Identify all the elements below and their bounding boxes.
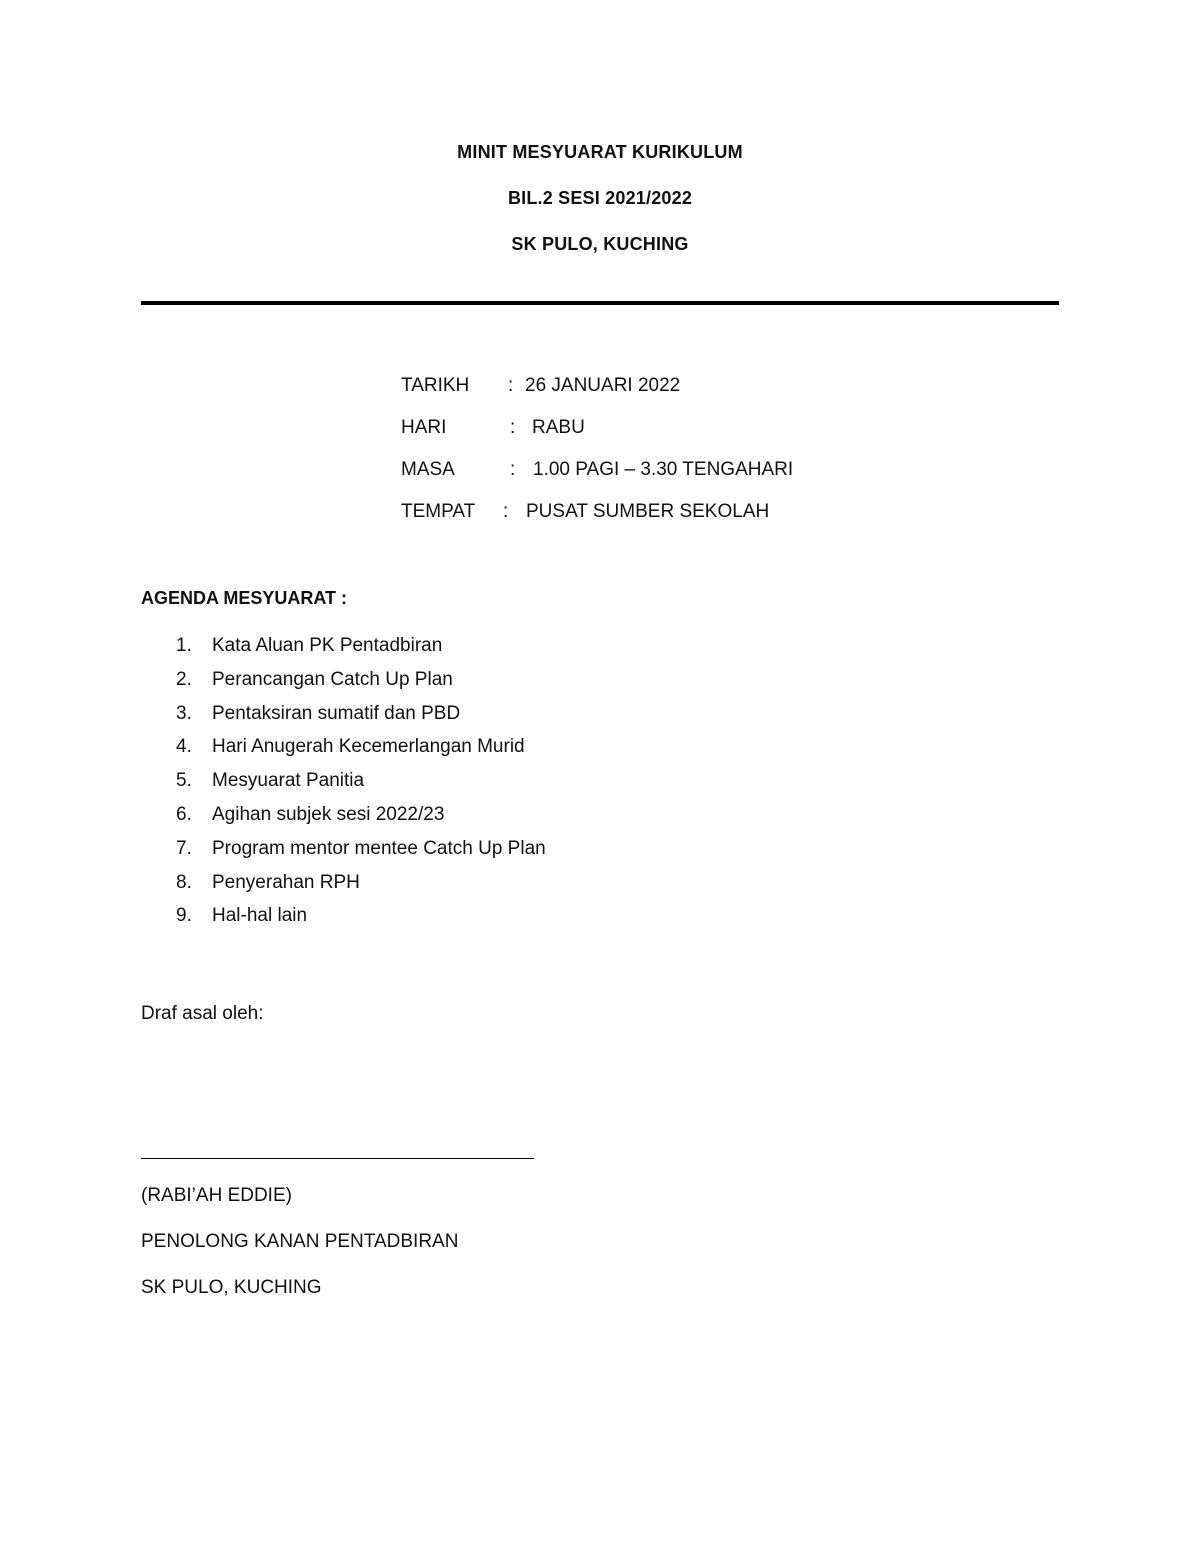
meeting-info-label: MASA [401,459,455,480]
agenda-heading: AGENDA MESYUARAT : [141,588,347,608]
meeting-info-value: RABU [532,417,585,438]
list-item-number: 2. [176,668,192,690]
draft-label: Draf asal oleh: [141,1003,264,1024]
list-item-text: Agihan subjek sesi 2022/23 [212,803,445,825]
list-item-number: 5. [176,770,192,792]
meeting-info-label: TARIKH [401,375,470,396]
meeting-info-label: HARI [401,417,447,438]
list-item-text: Hal-hal lain [212,905,308,927]
list-item-text: Program mentor mentee Catch Up Plan [212,837,546,859]
signatory-name: (RABI’AH EDDIE) [141,1185,292,1206]
list-item-number: 6. [176,803,192,825]
list-item-text: Pentaksiran sumatif dan PBD [212,702,461,724]
meeting-info-value: PUSAT SUMBER SEKOLAH [526,501,770,522]
list-item-number: 9. [176,905,192,927]
header-divider [141,301,1059,305]
meeting-info-value: 26 JANUARI 2022 [525,375,681,396]
meeting-info-label: TEMPAT [401,501,476,522]
list-item-text: Mesyuarat Panitia [212,770,365,792]
list-item-number: 4. [176,736,192,758]
school-line: SK PULO, KUCHING [511,234,689,254]
colon-separator: : [510,417,516,438]
list-item-text: Perancangan Catch Up Plan [212,668,453,690]
list-item-number: 3. [176,702,192,724]
list-item-text: Penyerahan RPH [212,871,360,893]
signature-line [141,1158,534,1159]
meeting-info-value: 1.00 PAGI – 3.30 TENGAHARI [533,459,794,480]
document-title: MINIT MESYUARAT KURIKULUM [457,142,743,162]
colon-separator: : [508,375,514,396]
list-item-number: 1. [176,635,192,656]
list-item-number: 7. [176,837,192,859]
list-item-number: 8. [176,871,192,893]
signatory-school: SK PULO, KUCHING [141,1277,322,1298]
colon-separator: : [503,501,509,522]
session-line: BIL.2 SESI 2021/2022 [507,188,693,208]
signatory-position: PENOLONG KANAN PENTADBIRAN [141,1231,459,1252]
list-item-text: Hari Anugerah Kecemerlangan Murid [212,736,525,758]
list-item-text: Kata Aluan PK Pentadbiran [212,635,443,656]
colon-separator: : [510,459,516,480]
